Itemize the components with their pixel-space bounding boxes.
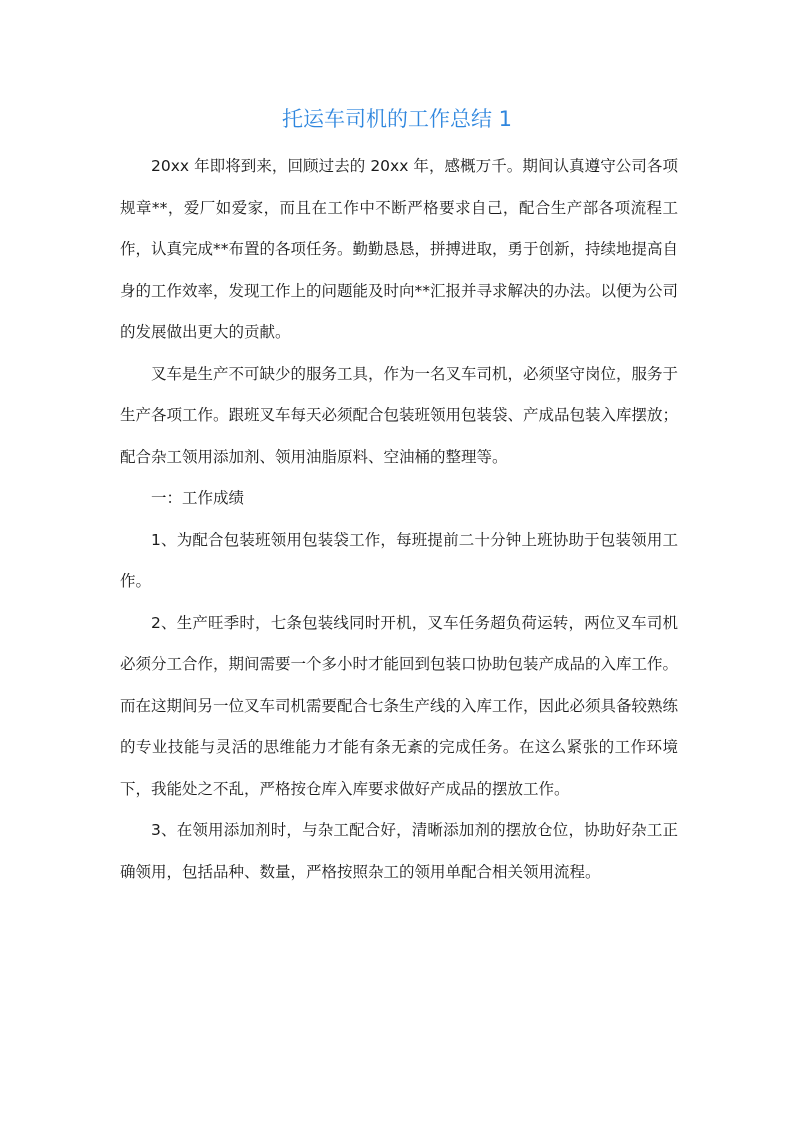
document-body (120, 146, 678, 893)
paragraph-intro: 20xx 年即将到来，回顾过去的 20xx 年，感概万千。期间认真遵守公司各项规章**，爱厂如爱家，而且在工作中不断严格要求自己，配合生产部各项流程工作，认真完成**布置的各项任务。勤勤恳恳，拼搏进取，勇于创新，持续地提高自身的工作效率，发现工作上的问题能及时向**汇报并寻求解决的办法。以便为公司的发展做出更大的贡献。 (120, 157, 679, 341)
list-item-3: 3、在领用添加剂时，与杂工配合好，清晰添加剂的摆放仓位，协助好杂工正确领用，包括品种、数量，严格按照杂工的领用单配合相关领用流程。 (120, 821, 678, 881)
list-item-2: 2、生产旺季时，七条包装线同时开机，叉车任务超负荷运转，两位叉车司机必须分工合作，期间需要一个多小时才能回到包装口协助包装产成品的入库工作。而在这期间另一位叉车司机需要配合七条生产线的入库工作，因此必须具备较熟练的专业技能与灵活的思维能力才能有条无紊的完成任务。在这么紧张的工作环境下，我能处之不乱，严格按仓库入库要求做好产成品的摆放工作。 (120, 613, 679, 798)
section-heading-achievements: 一：工作成绩 (151, 489, 245, 507)
document-title: 托运车司机的工作总结 1 (281, 107, 513, 131)
paragraph-forklift-role: 叉车是生产不可缺少的服务工具，作为一名叉车司机，必须坚守岗位，服务于生产各项工作。跟班叉车每天必须配合包装班领用包装袋、产成品包装入库摆放；配合杂工领用添加剂、领用油脂原料、空油桶的整理等。 (120, 364, 679, 466)
list-item-1: 1、为配合包装班领用包装袋工作，每班提前二十分钟上班协助于包装领用工作。 (120, 530, 678, 590)
